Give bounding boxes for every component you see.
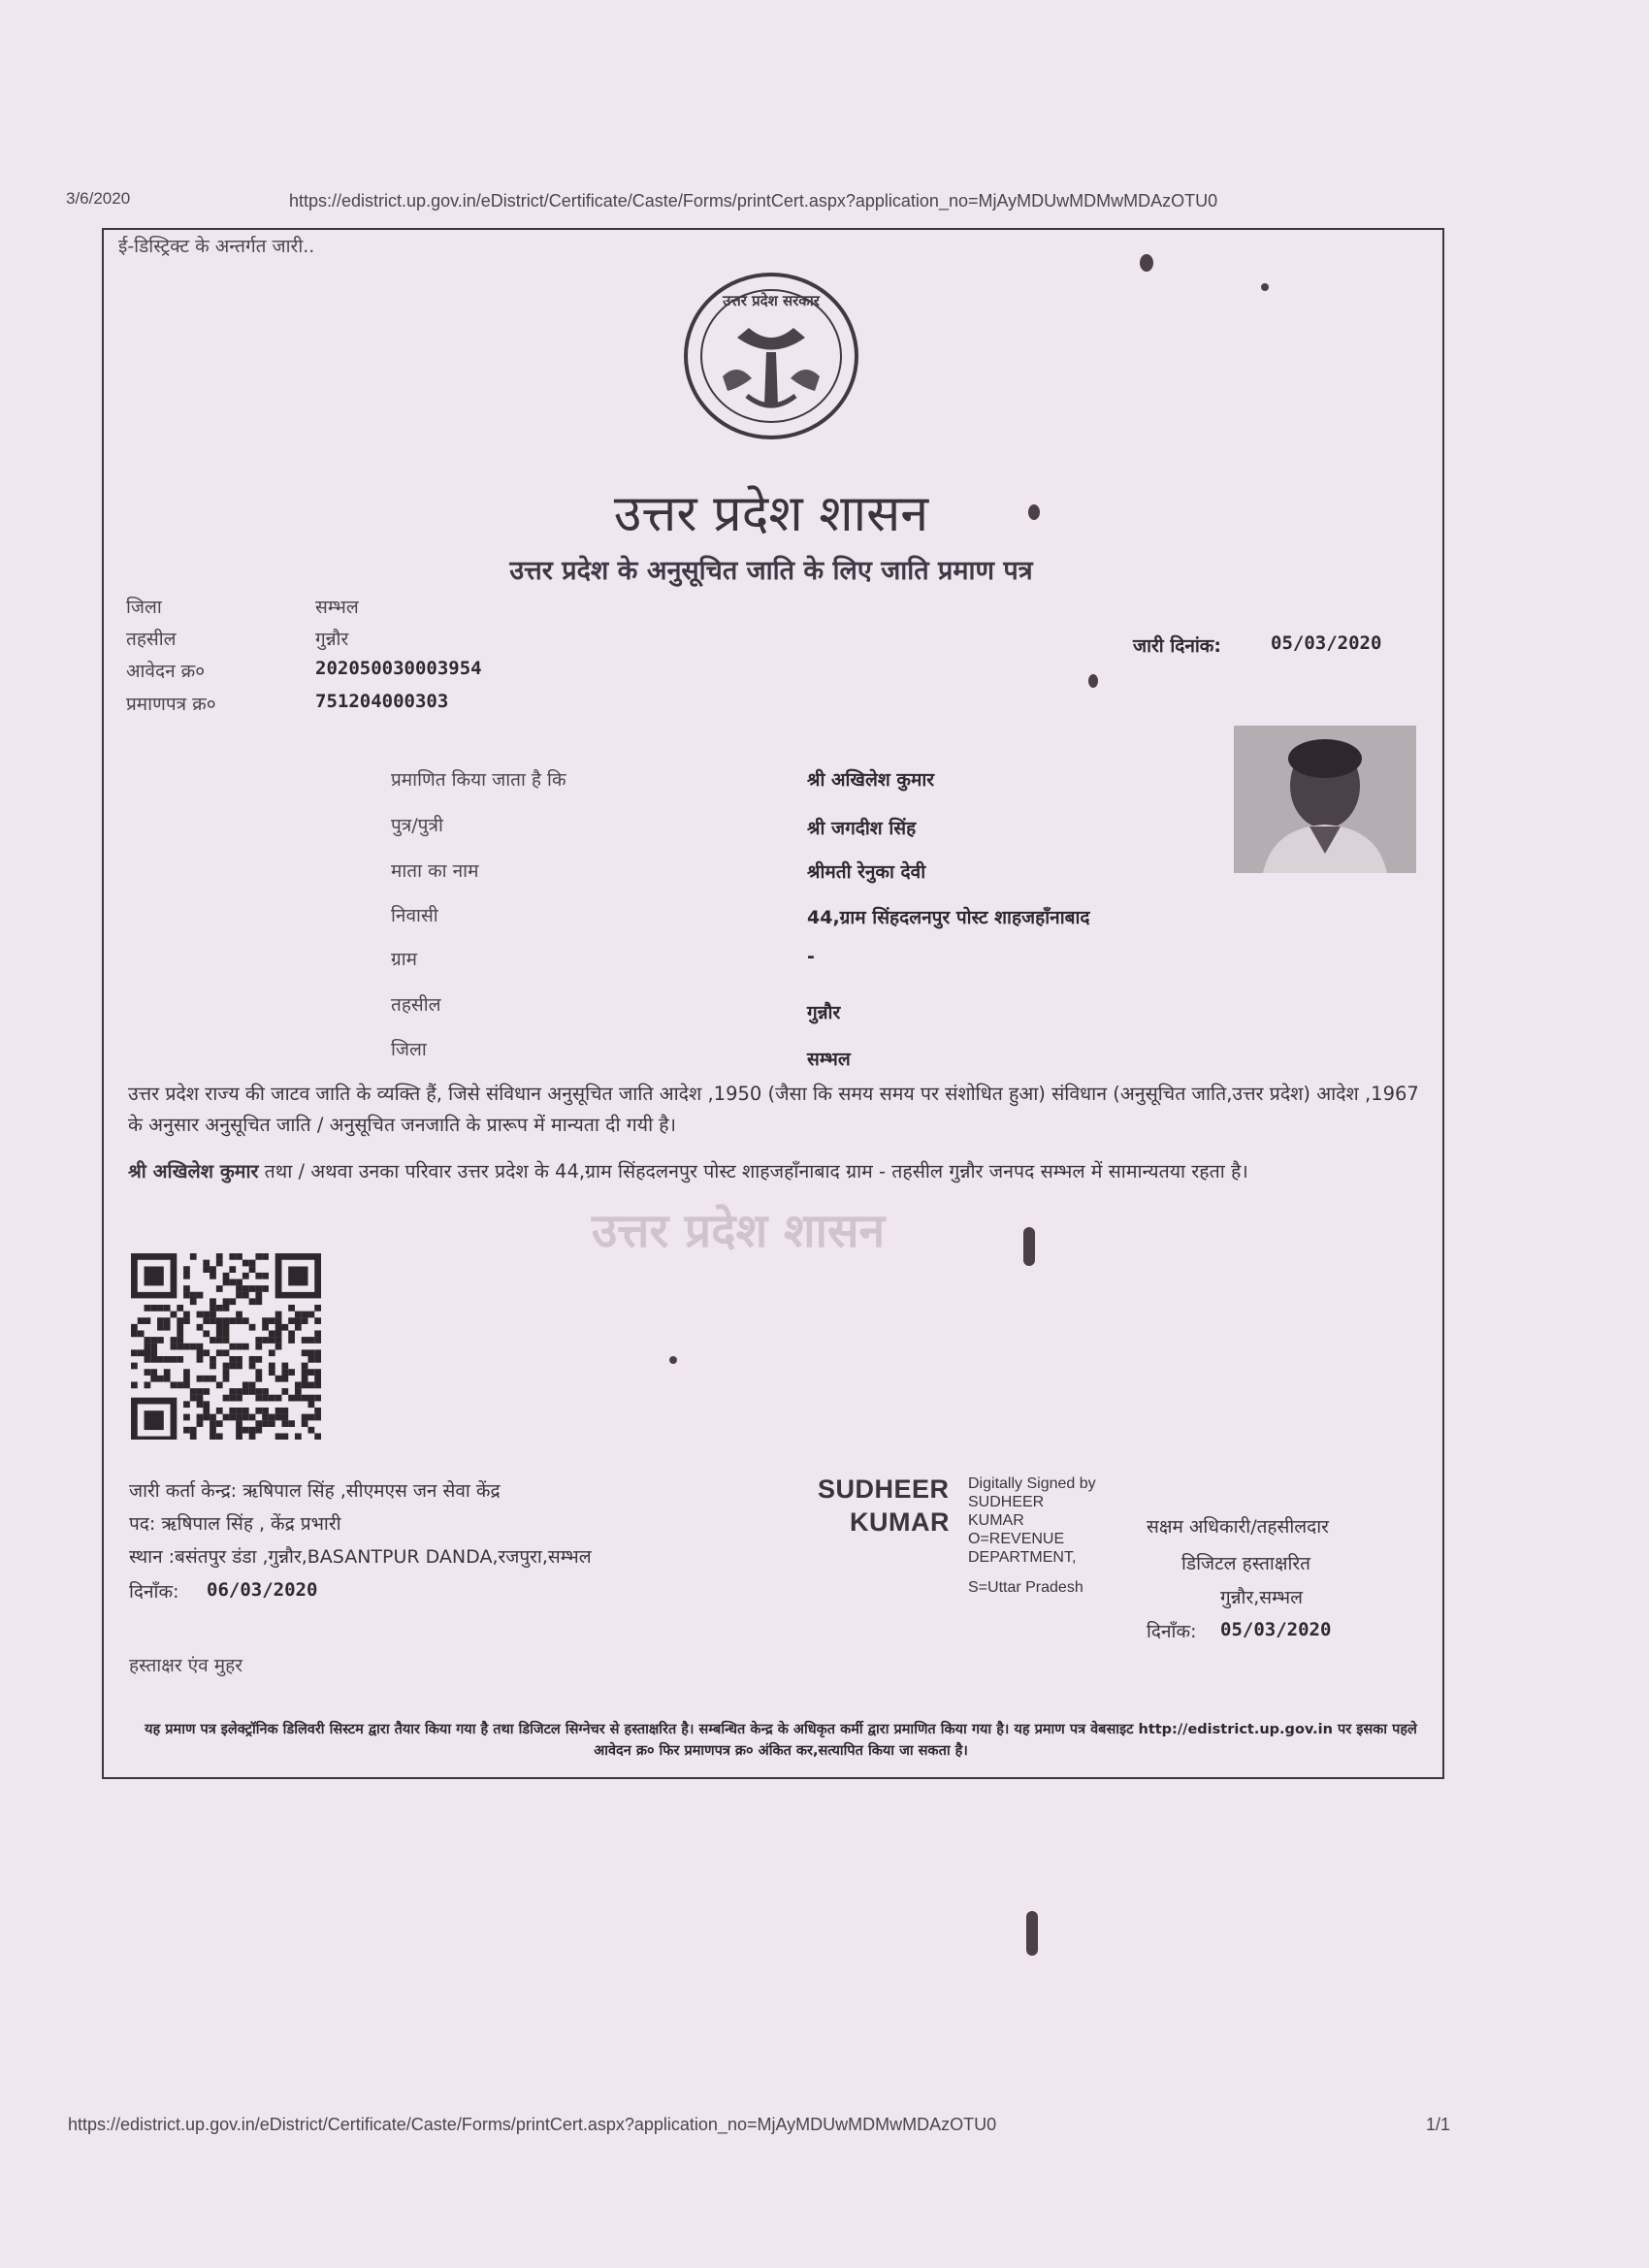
detail-label-resident: निवासी: [391, 905, 438, 926]
scan-speck: [669, 1356, 677, 1364]
up-emblem-icon: [679, 270, 863, 442]
declaration-name: श्री अखिलेश कुमार: [128, 1160, 259, 1183]
detail-label-mother: माता का नाम: [391, 860, 479, 882]
scan-speck: [1026, 1911, 1038, 1956]
emblem-text: उत्तर प्रदेश सरकार: [723, 292, 820, 309]
district-label: जिला: [126, 597, 162, 618]
certificate-label: प्रमाणपत्र क्र०: [126, 694, 216, 715]
mother-name: श्रीमती रेनुका देवी: [807, 861, 926, 883]
declaration-text: तथा / अथवा उनका परिवार उत्तर प्रदेश के 44,ग्राम सिंहदलनपुर पोस्ट शाहजहाँनाबाद ग्राम - तहसील गुन्नौर जनपद सम्भल में सामान्यतया रहता है।: [258, 1160, 1248, 1183]
issuer-post: पद: ऋषिपाल सिंह , केंद्र प्रभारी: [129, 1513, 341, 1535]
issued-under-note: ई-डिस्ट्रिक्ट के अन्तर्गत जारी..: [118, 236, 315, 257]
village-value: -: [807, 946, 815, 967]
scan-speck: [1261, 283, 1269, 291]
district-value: सम्भल: [315, 597, 359, 618]
detail-label-tehsil: तहसील: [391, 994, 441, 1016]
detail-label-child-of: पुत्र/पुत्री: [391, 815, 443, 836]
authority-signed: डिजिटल हस्ताक्षरित: [1181, 1553, 1310, 1574]
bleedthrough-title: उत्तर प्रदेश शासन: [592, 1204, 886, 1258]
issue-date-label: जारी दिनांक:: [1133, 635, 1221, 657]
print-date: 3/6/2020: [66, 189, 131, 208]
father-name: श्री जगदीश सिंह: [807, 818, 917, 839]
application-number: 202050030003954: [315, 658, 482, 679]
applicant-name: श्री अखिलेश कुमार: [807, 769, 935, 791]
certificate-number: 751204000303: [315, 691, 449, 712]
digital-signature-details: Digitally Signed by SUDHEER KUMAR O=REVENUE DEPARTMENT, S=Uttar Pradesh: [968, 1475, 1096, 1596]
residence-declaration: [128, 1156, 1423, 1187]
detail-label-district: जिला: [391, 1039, 427, 1060]
issuer-date-label: दिनाँक:: [129, 1581, 179, 1603]
scan-speck: [1140, 254, 1153, 272]
caste-declaration: उत्तर प्रदेश राज्य की जाटव जाति के व्यक्ति हैं, जिसे संविधान अनुसूचित जाति आदेश ,1950 (जैसा कि समय समय पर संशोधित हुआ) संविधान (अनुसूचित जाति,उत्तर प्रदेश) आदेश ,1967 के अनुसार अनुसूचित जाति / अनुसूचित जनजाति के प्रारूप में मान्यता दी गयी है।: [128, 1083, 1419, 1136]
authority-title: सक्षम अधिकारी/तहसीलदार: [1147, 1516, 1329, 1538]
district-detail-value: सम्भल: [807, 1049, 851, 1070]
page-number: 1/1: [1426, 2115, 1451, 2134]
footer-url: https://edistrict.up.gov.in/eDistrict/Certificate/Caste/Forms/printCert.aspx?application_no=MjAyMDUwMDMwMDAzOTU0: [68, 2115, 997, 2134]
page-title: उत्तर प्रदेश शासन: [613, 485, 929, 543]
resident-address: 44,ग्राम सिंहदलनपुर पोस्ट शाहजहाँनाबाद: [807, 907, 1090, 928]
issuer-center: जारी कर्ता केन्द्र: ऋषिपाल सिंह ,सीएमएस जन सेवा केंद्र: [129, 1480, 501, 1502]
authority-date-value: 05/03/2020: [1220, 1619, 1332, 1640]
authority-place: गुन्नौर,सम्भल: [1220, 1587, 1304, 1608]
issuer-date-value: 06/03/2020: [207, 1579, 318, 1601]
verification-note: यह प्रमाण पत्र इलेक्ट्रॉनिक डिलिवरी सिस्टम द्वारा तैयार किया गया है तथा डिजिटल सिग्नेचर से हस्ताक्षरित है। सम्बन्धित केन्द्र के अधिकृत कर्मी द्वारा प्रमाणित किया गया है। यह प्रमाण पत्र वेबसाइट http://edistrict.up.gov.in पर इसका पहले आवेदन क्र० फिर प्रमाणपत्र क्र० अंकित कर,सत्यापित किया जा सकता है।: [145, 1722, 1417, 1759]
issue-date-value: 05/03/2020: [1271, 632, 1382, 654]
scan-speck: [1088, 674, 1098, 688]
signer-name-line2: KUMAR: [850, 1507, 950, 1537]
tehsil-label: तहसील: [126, 629, 177, 650]
qr-code: [131, 1253, 321, 1440]
tehsil-value: गुन्नौर: [315, 629, 349, 650]
signature-seal-label: हस्ताक्षर एंव मुहर: [129, 1655, 242, 1676]
authority-date-label: दिनाँक:: [1147, 1621, 1197, 1642]
issuer-place: स्थान :बसंतपुर डंडा ,गुन्नौर,BASANTPUR DANDA,रजपुरा,सम्भल: [129, 1546, 592, 1568]
tehsil-detail-value: गुन्नौर: [807, 1002, 841, 1023]
applicant-photo: [1234, 726, 1416, 873]
application-label: आवेदन क्र०: [126, 661, 206, 682]
scan-speck: [1023, 1227, 1035, 1266]
print-url: https://edistrict.up.gov.in/eDistrict/Certificate/Caste/Forms/printCert.aspx?application_no=MjAyMDUwMDMwMDAzOTU0: [289, 191, 1218, 211]
detail-label-village: ग्राम: [391, 949, 417, 970]
signer-name-line1: SUDHEER: [818, 1474, 950, 1504]
detail-label-certified: प्रमाणित किया जाता है कि: [391, 769, 566, 791]
scan-speck: [1028, 504, 1040, 520]
certificate-subtitle: उत्तर प्रदेश के अनुसूचित जाति के लिए जाति प्रमाण पत्र: [509, 556, 1033, 586]
